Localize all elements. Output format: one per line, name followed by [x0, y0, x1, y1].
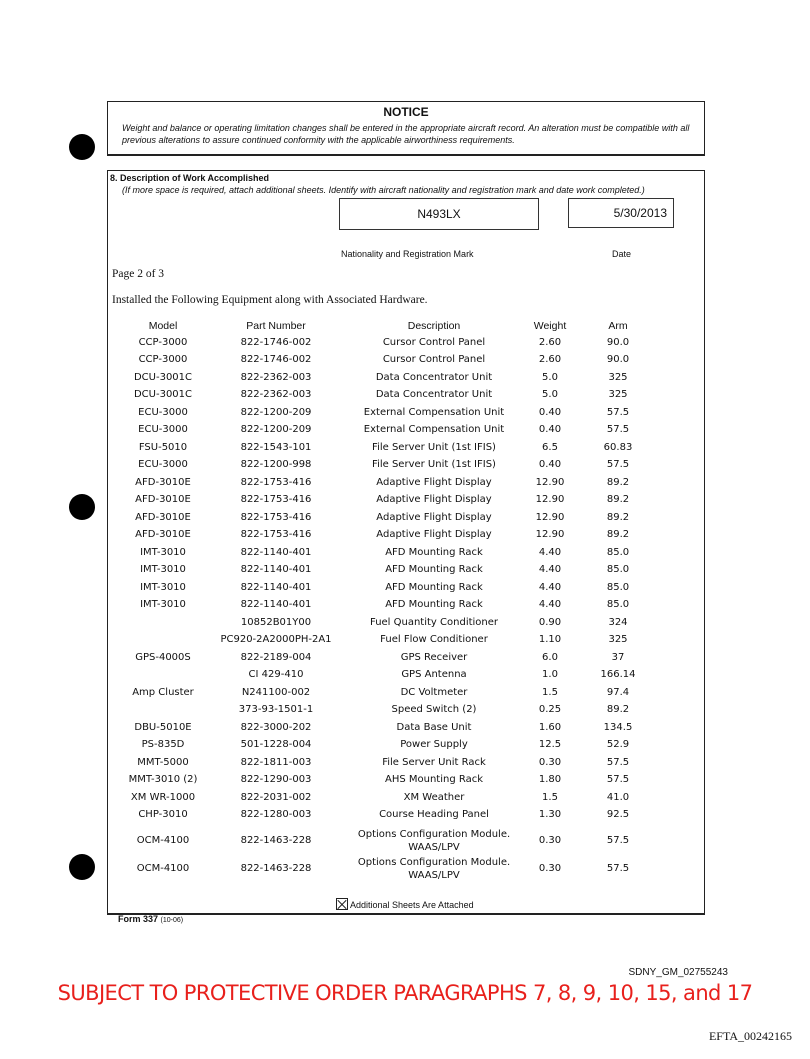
cell-weight: 1.5	[542, 686, 558, 698]
date-field[interactable]: 5/30/2013	[568, 198, 674, 228]
cell-part-number: 10852B01Y00	[240, 616, 312, 628]
cell-arm: 52.9	[606, 739, 630, 750]
cell-weight: 0.90	[538, 616, 562, 628]
cell-part-number: 822-1140-401	[240, 581, 312, 593]
cell-weight: 0.40	[538, 424, 562, 435]
cell-model: CHP-3010	[138, 809, 188, 820]
cell-arm: 325	[608, 389, 628, 400]
cell-model: DCU-3001C	[133, 371, 193, 383]
cell-description: Adaptive Flight Display	[376, 511, 492, 523]
cell-weight: 4.40	[538, 546, 562, 558]
cell-model: FSU-5010	[138, 441, 188, 453]
cell-description: External Compensation Unit	[363, 406, 505, 418]
notice-text: Weight and balance or operating limitation changes shall be entered in the appropriate aircraft record. An alteration must be compatible with all previous alterations to assure continued conformity with the applicable airworthiness requirements.	[122, 123, 690, 145]
cell-description: Power Supply	[400, 739, 468, 750]
cell-model: IMT-3010	[140, 599, 186, 610]
notice-title: NOTICE	[383, 105, 429, 119]
cell-description: Options Configuration Module. WAAS/LPV	[357, 828, 511, 853]
cell-weight: 12.90	[535, 511, 565, 523]
registration-label: Nationality and Registration Mark	[341, 249, 474, 259]
cell-part-number: 822-1200-209	[240, 424, 312, 435]
cell-description: AHS Mounting Rack	[384, 774, 484, 785]
cell-arm: 324	[608, 616, 628, 628]
cell-description: Cursor Control Panel	[382, 354, 486, 365]
cell-description: Data Base Unit	[396, 721, 472, 733]
cell-arm: 85.0	[606, 546, 630, 558]
checked-box-icon	[336, 898, 348, 910]
cell-model: OCM-4100	[136, 862, 190, 874]
cell-arm: 57.5	[606, 862, 630, 874]
cell-part-number: 822-2362-003	[240, 371, 312, 383]
punch-hole-icon	[69, 134, 95, 160]
cell-part-number: PC920-2A2000PH-2A1	[220, 634, 332, 645]
cell-arm: 89.2	[606, 704, 630, 715]
cell-model: Amp Cluster	[132, 686, 194, 698]
intro-text: Installed the Following Equipment along with Associated Hardware.	[112, 294, 428, 306]
cell-part-number: 822-1290-003	[240, 774, 312, 785]
cell-weight: 1.60	[538, 721, 562, 733]
cell-part-number: 501-1228-004	[240, 739, 312, 750]
punch-hole-icon	[69, 854, 95, 880]
cell-weight: 0.40	[538, 459, 562, 470]
cell-description: File Server Unit (1st IFIS)	[372, 459, 496, 470]
cell-part-number: 822-1753-416	[240, 529, 312, 540]
section-subtitle: (If more space is required, attach additional sheets. Identify with aircraft nationality and registration mark and date work completed.)	[122, 185, 645, 195]
cell-model: ECU-3000	[138, 406, 188, 418]
cell-weight: 1.5	[542, 791, 558, 803]
cell-arm: 85.0	[606, 564, 630, 575]
cell-weight: 1.30	[538, 809, 562, 820]
cell-description: AFD Mounting Rack	[385, 581, 483, 593]
bates-number: SDNY_GM_02755243	[628, 967, 728, 978]
cell-model: ECU-3000	[138, 424, 188, 435]
notice-box	[107, 101, 705, 156]
cell-description: Fuel Quantity Conditioner	[369, 616, 499, 628]
cell-part-number: 822-1463-228	[240, 834, 312, 846]
cell-part-number: 822-1200-998	[240, 459, 312, 470]
column-header-weight: Weight	[533, 320, 567, 332]
cell-part-number: 822-1753-416	[240, 494, 312, 505]
cell-model: MMT-3010 (2)	[128, 774, 198, 785]
cell-arm: 90.0	[606, 336, 630, 348]
form-number: Form 337 (10-06)	[118, 914, 184, 924]
cell-arm: 60.83	[603, 441, 633, 453]
cell-arm: 166.14	[600, 669, 636, 680]
cell-arm: 92.5	[606, 809, 630, 820]
cell-weight: 1.0	[542, 669, 558, 680]
cell-arm: 325	[608, 634, 628, 645]
cell-weight: 5.0	[542, 389, 558, 400]
cell-description: Speed Switch (2)	[391, 704, 477, 715]
cell-arm: 89.2	[606, 476, 630, 488]
cell-weight: 1.10	[538, 634, 562, 645]
cell-weight: 12.5	[538, 739, 562, 750]
cell-weight: 4.40	[538, 581, 562, 593]
page-number: Page 2 of 3	[112, 268, 165, 280]
cell-weight: 0.30	[538, 756, 562, 768]
cell-weight: 12.90	[535, 529, 565, 540]
cell-description: File Server Unit Rack	[382, 756, 486, 768]
column-header-arm: Arm	[608, 320, 628, 332]
cell-part-number: N241100-002	[241, 686, 311, 698]
cell-arm: 89.2	[606, 529, 630, 540]
cell-arm: 89.2	[606, 511, 630, 523]
cell-description: DC Voltmeter	[400, 686, 468, 698]
cell-part-number: 822-2031-002	[240, 791, 312, 803]
cell-arm: 97.4	[606, 686, 630, 698]
cell-weight: 0.25	[538, 704, 562, 715]
cell-description: File Server Unit (1st IFIS)	[372, 441, 496, 453]
column-header-model: Model	[148, 320, 178, 332]
cell-weight: 1.80	[538, 774, 562, 785]
cell-description: Options Configuration Module. WAAS/LPV	[357, 856, 511, 881]
cell-arm: 57.5	[606, 774, 630, 785]
cell-model: AFD-3010E	[135, 511, 191, 523]
cell-description: Cursor Control Panel	[382, 336, 486, 348]
cell-model: IMT-3010	[140, 564, 186, 575]
protective-order-notice: SUBJECT TO PROTECTIVE ORDER PARAGRAPHS 7, 8, 9, 10, 15, and 17	[57, 981, 753, 1005]
cell-arm: 57.5	[606, 834, 630, 846]
cell-model: DCU-3001C	[133, 389, 193, 400]
cell-part-number: 822-1463-228	[240, 862, 312, 874]
cell-arm: 57.5	[606, 756, 630, 768]
cell-model: PS-835D	[141, 739, 185, 750]
cell-description: Adaptive Flight Display	[376, 476, 492, 488]
cell-model: IMT-3010	[140, 546, 186, 558]
cell-description: Adaptive Flight Display	[376, 529, 492, 540]
cell-weight: 4.40	[538, 599, 562, 610]
cell-description: Data Concentrator Unit	[375, 389, 493, 400]
cell-model: MMT-5000	[137, 756, 189, 768]
cell-weight: 12.90	[535, 494, 565, 505]
cell-arm: 41.0	[606, 791, 630, 803]
cell-arm: 89.2	[606, 494, 630, 505]
cell-arm: 57.5	[606, 459, 630, 470]
additional-sheets-checkbox[interactable]	[336, 898, 474, 910]
cell-part-number: 822-1746-002	[240, 354, 312, 365]
section-title: 8. Description of Work Accomplished	[110, 173, 270, 183]
cell-description: AFD Mounting Rack	[385, 546, 483, 558]
cell-model: AFD-3010E	[135, 494, 191, 505]
registration-field[interactable]: N493LX	[339, 198, 539, 230]
cell-description: Course Heading Panel	[379, 809, 489, 820]
cell-part-number: 822-1753-416	[240, 476, 312, 488]
cell-model: XM WR-1000	[130, 791, 196, 803]
punch-hole-icon	[69, 494, 95, 520]
cell-weight: 2.60	[538, 354, 562, 365]
cell-arm: 325	[608, 371, 628, 383]
cell-description: GPS Receiver	[400, 651, 468, 663]
cell-model: DBU-5010E	[134, 721, 192, 733]
cell-model: OCM-4100	[136, 834, 190, 846]
cell-part-number: 822-1753-416	[240, 511, 312, 523]
cell-description: AFD Mounting Rack	[385, 599, 483, 610]
cell-part-number: 822-1543-101	[240, 441, 312, 453]
cell-description: Data Concentrator Unit	[375, 371, 493, 383]
efta-number: EFTA_00242165	[708, 1029, 792, 1043]
cell-arm: 90.0	[606, 354, 630, 365]
cell-model: AFD-3010E	[135, 476, 191, 488]
cell-model: AFD-3010E	[135, 529, 191, 540]
cell-part-number: 822-1200-209	[240, 406, 312, 418]
column-header-description: Description	[407, 320, 461, 332]
cell-description: XM Weather	[403, 791, 465, 803]
cell-description: GPS Antenna	[401, 669, 467, 680]
cell-weight: 12.90	[535, 476, 565, 488]
cell-part-number: 822-1746-002	[240, 336, 312, 348]
cell-part-number: 822-1140-401	[240, 599, 312, 610]
form-revision: (10-06)	[160, 917, 184, 924]
cell-weight: 6.0	[542, 651, 558, 663]
additional-sheets-label: Additional Sheets Are Attached	[350, 900, 474, 910]
cell-arm: 85.0	[606, 581, 630, 593]
cell-part-number: 822-3000-202	[240, 721, 312, 733]
cell-part-number: CI 429-410	[248, 669, 304, 680]
cell-arm: 85.0	[606, 599, 630, 610]
cell-description: External Compensation Unit	[363, 424, 505, 435]
cell-part-number: 822-2189-004	[240, 651, 312, 663]
cell-weight: 4.40	[538, 564, 562, 575]
cell-part-number: 822-1280-003	[240, 809, 312, 820]
cell-arm: 57.5	[606, 424, 630, 435]
cell-part-number: 822-1140-401	[240, 564, 312, 575]
cell-weight: 0.40	[538, 406, 562, 418]
cell-model: IMT-3010	[140, 581, 186, 593]
cell-weight: 0.30	[538, 862, 562, 874]
cell-weight: 0.30	[538, 834, 562, 846]
cell-arm: 134.5	[603, 721, 633, 733]
cell-weight: 6.5	[542, 441, 558, 453]
cell-model: CCP-3000	[138, 354, 188, 365]
cell-weight: 2.60	[538, 336, 562, 348]
date-label: Date	[612, 249, 632, 259]
cell-model: GPS-4000S	[135, 651, 191, 663]
cell-part-number: 373-93-1501-1	[238, 704, 314, 715]
cell-description: Fuel Flow Conditioner	[380, 634, 488, 645]
cell-description: AFD Mounting Rack	[385, 564, 483, 575]
cell-arm: 37	[611, 651, 625, 663]
cell-description: Adaptive Flight Display	[376, 494, 492, 505]
cell-weight: 5.0	[542, 371, 558, 383]
cell-model: CCP-3000	[138, 336, 188, 348]
cell-arm: 57.5	[606, 406, 630, 418]
column-header-part-number: Part Number	[246, 320, 306, 332]
cell-part-number: 822-1140-401	[240, 546, 312, 558]
cell-part-number: 822-1811-003	[240, 756, 312, 768]
cell-part-number: 822-2362-003	[240, 389, 312, 400]
cell-model: ECU-3000	[138, 459, 188, 470]
